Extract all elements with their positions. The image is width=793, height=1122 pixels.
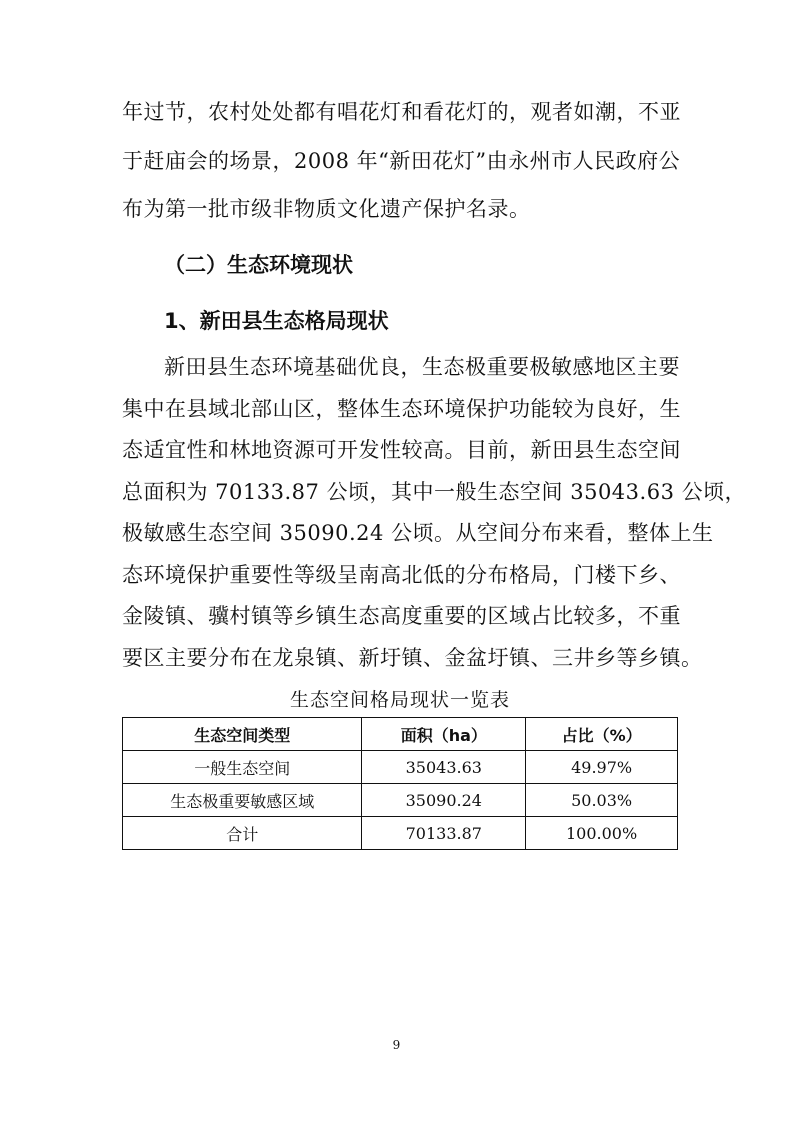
paragraph-line: 要区主要分布在龙泉镇、新圩镇、金盆圩镇、三井乡等乡镇。 (122, 646, 703, 670)
table-row (123, 784, 678, 817)
table-cell: 49.97% (526, 751, 678, 784)
table-cell: 50.03% (526, 784, 678, 817)
table-cell: 一般生态空间 (123, 751, 362, 784)
paragraph-line: 于赶庙会的场景，2008 年“新田花灯”由永州市人民政府公 (122, 149, 681, 173)
paragraph-line: 新田县生态环境基础优良，生态极重要极敏感地区主要 (164, 355, 680, 379)
column-header-type: 生态空间类型 (123, 718, 362, 751)
table-row (123, 751, 678, 784)
paragraph-line: 态环境保护重要性等级呈南高北低的分布格局，门楼下乡、 (122, 563, 681, 587)
ecological-space-table (122, 717, 678, 850)
table-cell: 70133.87 (362, 817, 526, 850)
paragraph-line: 总面积为 70133.87 公顷，其中一般生态空间 35043.63 公顷， (122, 480, 747, 504)
paragraph-line: 金陵镇、骥村镇等乡镇生态高度重要的区域占比较多，不重 (122, 604, 681, 628)
column-header-area: 面积（ha） (362, 718, 526, 751)
section-heading: （二）生态环境现状 (164, 253, 353, 277)
paragraph-line: 极敏感生态空间 35090.24 公顷。从空间分布来看，整体上生 (122, 521, 714, 545)
page-number: 9 (392, 1038, 401, 1052)
table-cell: 合计 (123, 817, 362, 850)
table-cell: 生态极重要敏感区域 (123, 784, 362, 817)
table-cell: 100.00% (526, 817, 678, 850)
table-row (123, 817, 678, 850)
paragraph-line: 态适宜性和林地资源可开发性较高。目前，新田县生态空间 (122, 438, 681, 462)
table-cell: 35090.24 (362, 784, 526, 817)
table-cell: 35043.63 (362, 751, 526, 784)
paragraph-line: 布为第一批市级非物质文化遗产保护名录。 (122, 197, 531, 221)
paragraph-line: 集中在县域北部山区，整体生态环境保护功能较为良好，生 (122, 397, 681, 421)
table-caption: 生态空间格局现状一览表 (289, 689, 510, 711)
subsection-heading: 1、新田县生态格局现状 (164, 309, 389, 333)
paragraph-line: 年过节，农村处处都有唱花灯和看花灯的，观者如潮，不亚 (122, 100, 681, 124)
column-header-ratio: 占比（%） (526, 718, 678, 751)
table-header-row (123, 718, 678, 751)
